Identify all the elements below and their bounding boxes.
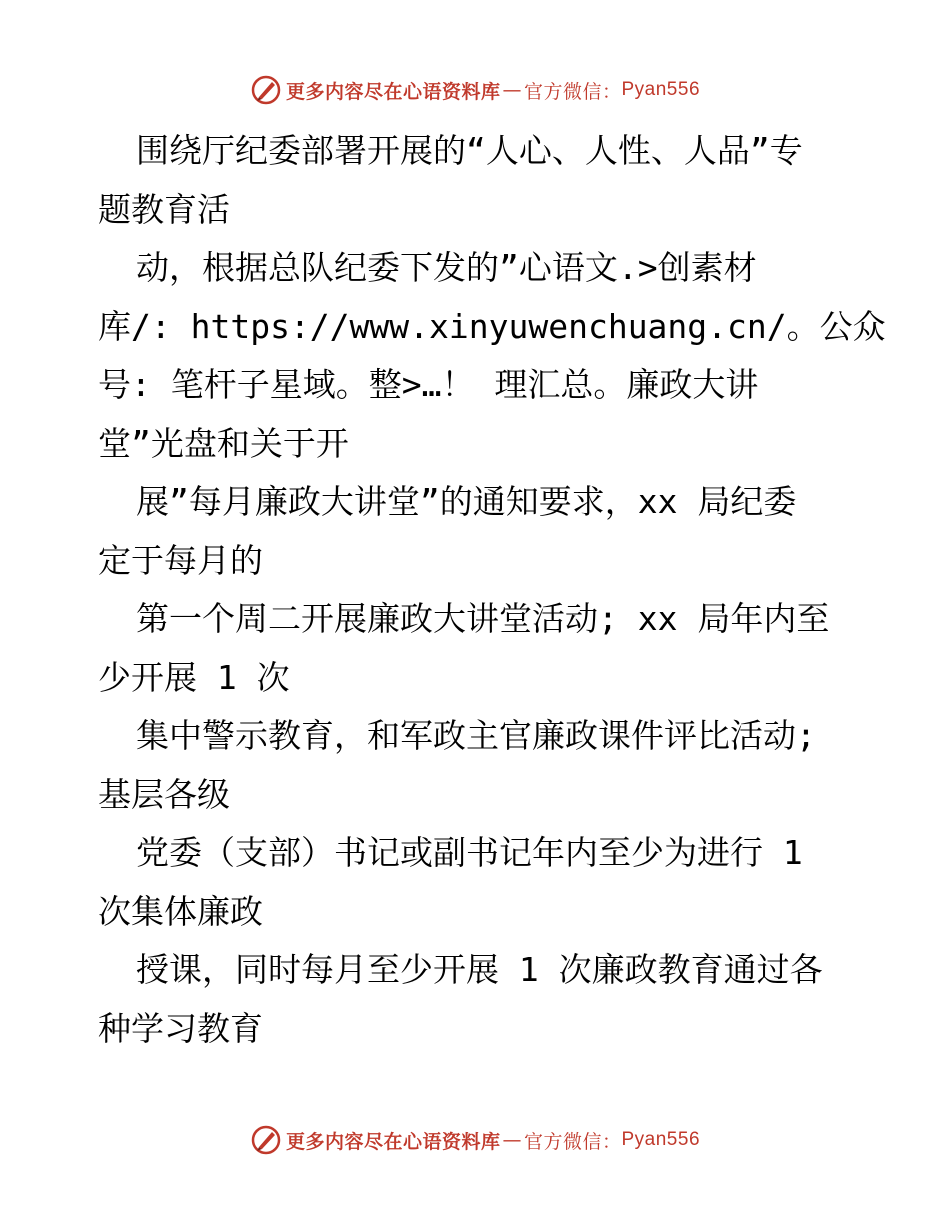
text-line: 动，根据总队纪委下发的”心语文.>创素材 [136,248,757,287]
text-line: 次集体廉政 [98,891,263,931]
banner-brand: 更多内容尽在心语资料库 [285,1130,501,1153]
text-line: 围绕厅纪委部署开展的“人心、人性、人品”专 [136,131,803,170]
text-line: 定于每月的 [98,540,263,580]
footer-banner [0,1120,950,1160]
header-banner [0,70,950,110]
text-line: 种学习教育 [98,1008,263,1048]
document-body [98,122,886,1058]
banner-wechat-id: Pyan556 [621,79,701,100]
text-line: 党委（支部）书记或副书记年内至少为进行 1 [136,833,803,872]
text-line: 库/: https://www.xinyuwenchuang.cn/。公众 [98,306,886,346]
quill-logo-icon [250,74,282,106]
text-line: 题教育活 [98,189,230,229]
banner-wechat-id: Pyan556 [621,1129,701,1150]
banner-dash: — [502,79,522,101]
text-line: 堂”光盘和关于开 [98,423,349,463]
text-line: 基层各级 [98,774,230,814]
banner-wechat-label: 官方微信： [523,1130,622,1153]
quill-logo-icon [250,1124,282,1156]
text-line: 少开展 1 次 [98,657,290,697]
text-line: 第一个周二开展廉政大讲堂活动; xx 局年内至 [136,599,830,638]
banner-dash: — [502,1129,522,1151]
text-line: 集中警示教育，和军政主官廉政课件评比活动; [136,716,816,755]
text-line: 授课，同时每月至少开展 1 次廉政教育通过各 [136,950,823,989]
text-line: 号: 笔杆子星域。整>…！ 理汇总。廉政大讲 [98,365,759,404]
banner-wechat-label: 官方微信： [523,80,622,103]
banner-brand: 更多内容尽在心语资料库 [285,80,501,103]
text-line: 展”每月廉政大讲堂”的通知要求，xx 局纪委 [136,482,797,521]
